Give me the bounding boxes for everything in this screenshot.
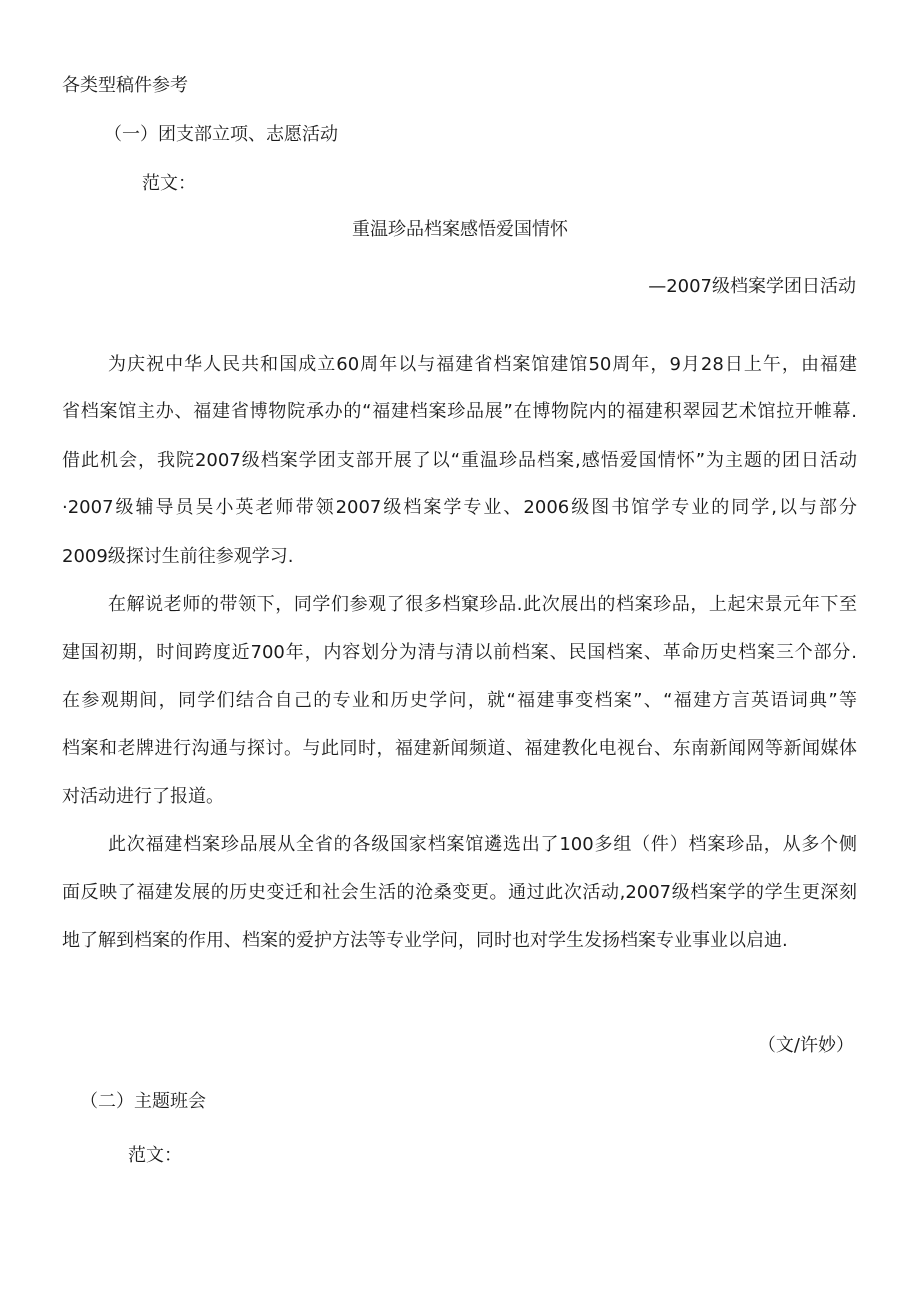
article-subtitle: —2007级档案学团日活动 [648, 276, 856, 297]
author-note: （文/许妙） [757, 1035, 854, 1056]
section1-example-label: 范文： [142, 173, 196, 194]
paragraph-2-line-2: 建国初期，时间跨度近700年，内容划分为清与清以前档案、民国档案、革命历史档案三个部分. [62, 642, 857, 663]
paragraph-1-line-4: ·2007级辅导员吴小英老师带领2007级档案学专业、2006级图书馆学专业的同学,以与部分 [62, 497, 857, 518]
paragraph-1-line-2: 省档案馆主办、福建省博物院承办的“福建档案珍品展”在博物院内的福建积翠园艺术馆拉开帷幕. [62, 401, 857, 422]
section1-heading: （一）团支部立项、志愿活动 [104, 124, 338, 145]
paragraph-2-line-4: 档案和老牌进行沟通与探讨。与此同时，福建新闻频道、福建教化电视台、东南新闻网等新闻媒体 [62, 738, 857, 759]
paragraph-3-line-1: 此次福建档案珍品展从全省的各级国家档案馆遴选出了100多组（件）档案珍品，从多个侧 [108, 834, 857, 855]
paragraph-1-line-5: 2009级探讨生前往参观学习. [62, 546, 294, 567]
paragraph-3-line-2: 面反映了福建发展的历史变迁和社会生活的沧桑变更。通过此次活动,2007级档案学的学生更深刻 [62, 882, 857, 903]
section2-example-label: 范文： [128, 1145, 182, 1166]
section2-heading: （二）主题班会 [80, 1091, 206, 1112]
top-heading: 各类型稿件参考 [62, 75, 188, 96]
paragraph-2-line-5: 对活动进行了报道。 [62, 786, 224, 807]
paragraph-2-line-3: 在参观期间，同学们结合自己的专业和历史学问，就“福建事变档案”、“福建方言英语词典”等 [62, 690, 857, 711]
paragraph-1-line-3: 借此机会，我院2007级档案学团支部开展了以“重温珍品档案,感悟爱国情怀”为主题的团日活动 [62, 450, 857, 471]
paragraph-2-line-1: 在解说老师的带领下，同学们参观了很多档窠珍品.此次展出的档案珍品，上起宋景元年下至 [108, 594, 857, 615]
paragraph-3-line-3: 地了解到档案的作用、档案的爱护方法等专业学问，同时也对学生发扬档案专业事业以启迪. [62, 930, 788, 951]
article-title: 重温珍品档案感悟爱国情怀 [352, 219, 568, 240]
paragraph-1-line-1: 为庆祝中华人民共和国成立60周年以与福建省档案馆建馆50周年，9月28日上午，由福建 [108, 354, 857, 375]
